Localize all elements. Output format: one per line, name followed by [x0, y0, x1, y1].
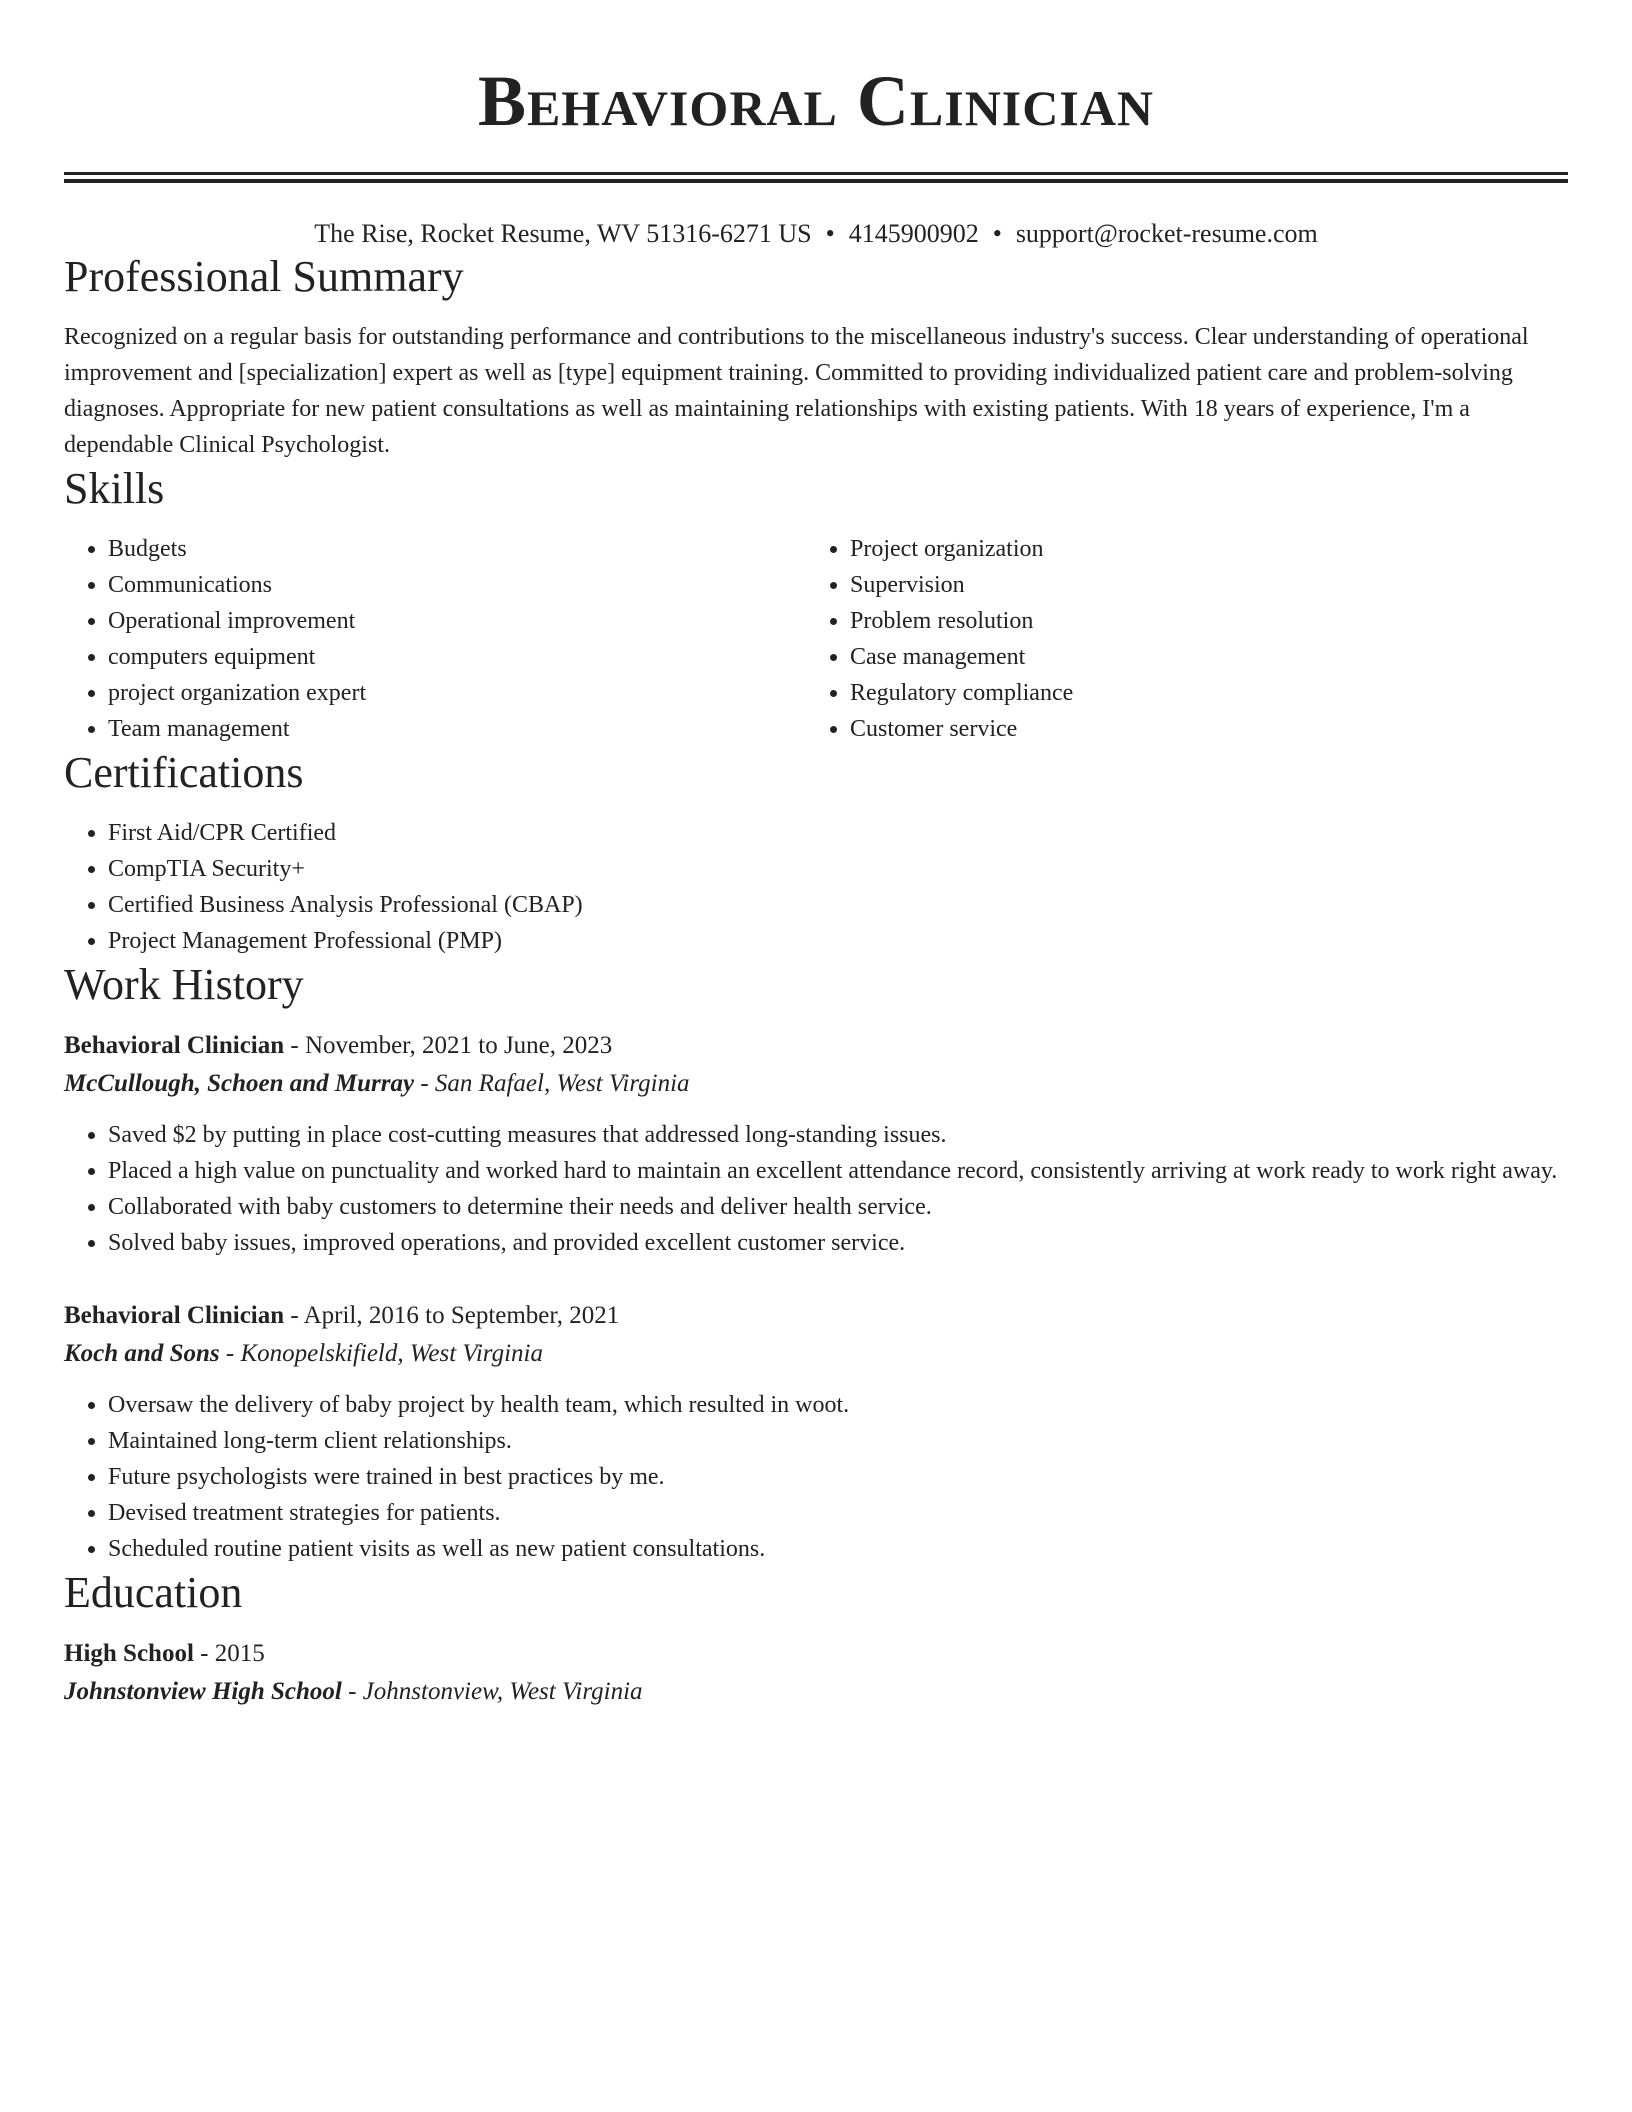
section-title-certifications: Certifications [64, 748, 304, 797]
job-bullet: • Maintained long-term client relationships. [108, 1423, 1568, 1459]
summary-text: Recognized on a regular basis for outstanding performance and contributions to the miscellaneous industry's success. Clear understanding of operational improvement and [specialization] expert as well as [type] equipment training. Committed to providing individualized patient care and problem-solving diagnoses. Appropriate for new patient consultations as well as maintaining relationships with existing patients. With 18 years of experience, I'm a dependable Clinical Psychologist. [64, 324, 1529, 458]
certification-item: • Certified Business Analysis Professional (CBAP) [108, 887, 1568, 923]
certifications-list [64, 815, 1568, 959]
section-title-education: Education [64, 1568, 243, 1617]
contact-email: support@rocket-resume.com [1015, 219, 1318, 248]
job-bullet: • Devised treatment strategies for patients. [108, 1495, 1568, 1531]
education-degree: High School [64, 1640, 194, 1667]
section-title-work-history: Work History [64, 960, 304, 1009]
job-location: - San Rafael, West Virginia [414, 1070, 690, 1097]
contact-address: The Rise, Rocket Resume, WV 51316-6271 US [314, 219, 812, 248]
skill-item: • project organization expert [108, 675, 806, 711]
contact-phone: 4145900902 [848, 219, 979, 248]
job-dates: - April, 2016 to September, 2021 [284, 1302, 620, 1329]
skill-item: • Supervision [850, 567, 1566, 603]
skill-item: • Customer service [850, 711, 1566, 747]
job-dates: - November, 2021 to June, 2023 [284, 1032, 613, 1059]
job-entry [64, 1027, 1568, 1261]
skill-item: • Team management [108, 711, 806, 747]
section-title-summary: Professional Summary [64, 252, 464, 301]
skills-column-left [64, 531, 806, 747]
job-bullet: • Saved $2 by putting in place cost-cutting measures that addressed long-standing issues. [108, 1117, 1568, 1153]
job-bullet: • Placed a high value on punctuality and worked hard to maintain an excellent attendance record, consistently arriving at work ready to work right away. [108, 1153, 1568, 1189]
job-bullet: • Oversaw the delivery of baby project by health team, which resulted in woot. [108, 1387, 1568, 1423]
job-bullet: • Collaborated with baby customers to determine their needs and deliver health service. [108, 1189, 1568, 1225]
education-entry [64, 1635, 1568, 1711]
job-bullet: • Solved baby issues, improved operations, and provided excellent customer service. [108, 1225, 1568, 1261]
job-employer [64, 1065, 1568, 1103]
section-title-skills: Skills [64, 464, 165, 513]
skill-item: • Problem resolution [850, 603, 1566, 639]
header-rule-top [64, 172, 1568, 175]
contact-separator: • [825, 219, 835, 248]
skill-item: • computers equipment [108, 639, 806, 675]
skill-item: • Budgets [108, 531, 806, 567]
resume-name: Behavioral Clinician [477, 61, 1155, 141]
certification-item: • CompTIA Security+ [108, 851, 1568, 887]
skill-item: • Case management [850, 639, 1566, 675]
education-school-line [64, 1673, 1568, 1711]
job-company: McCullough, Schoen and Murray [64, 1070, 415, 1097]
education-location: - Johnstonview, West Virginia [341, 1678, 643, 1705]
job-company: Koch and Sons [64, 1340, 220, 1367]
skill-item: • Operational improvement [108, 603, 806, 639]
job-role: Behavioral Clinician [64, 1302, 285, 1329]
job-heading [64, 1297, 1568, 1335]
job-heading [64, 1027, 1568, 1065]
skill-item: • Regulatory compliance [850, 675, 1566, 711]
education-heading [64, 1635, 1568, 1673]
job-location: - Konopelskifield, West Virginia [219, 1340, 543, 1367]
skill-item: • Project organization [850, 531, 1566, 567]
job-bullet: • Future psychologists were trained in best practices by me. [108, 1459, 1568, 1495]
certification-item: • Project Management Professional (PMP) [108, 923, 1568, 959]
job-bullets [64, 1117, 1568, 1261]
skill-item: • Communications [108, 567, 806, 603]
job-employer [64, 1335, 1568, 1373]
certification-item: • First Aid/CPR Certified [108, 815, 1568, 851]
education-school: Johnstonview High School [64, 1678, 342, 1705]
job-bullet: • Scheduled routine patient visits as well as new patient consultations. [108, 1531, 1568, 1567]
skills-columns [64, 531, 1568, 747]
skills-column-right [806, 531, 1566, 747]
education-year: - 2015 [193, 1640, 265, 1667]
contact-separator: • [992, 219, 1002, 248]
job-role: Behavioral Clinician [64, 1032, 285, 1059]
job-bullets [64, 1387, 1568, 1567]
job-entry [64, 1297, 1568, 1567]
contact-line [64, 217, 1568, 251]
header-rule-bottom [64, 179, 1568, 183]
